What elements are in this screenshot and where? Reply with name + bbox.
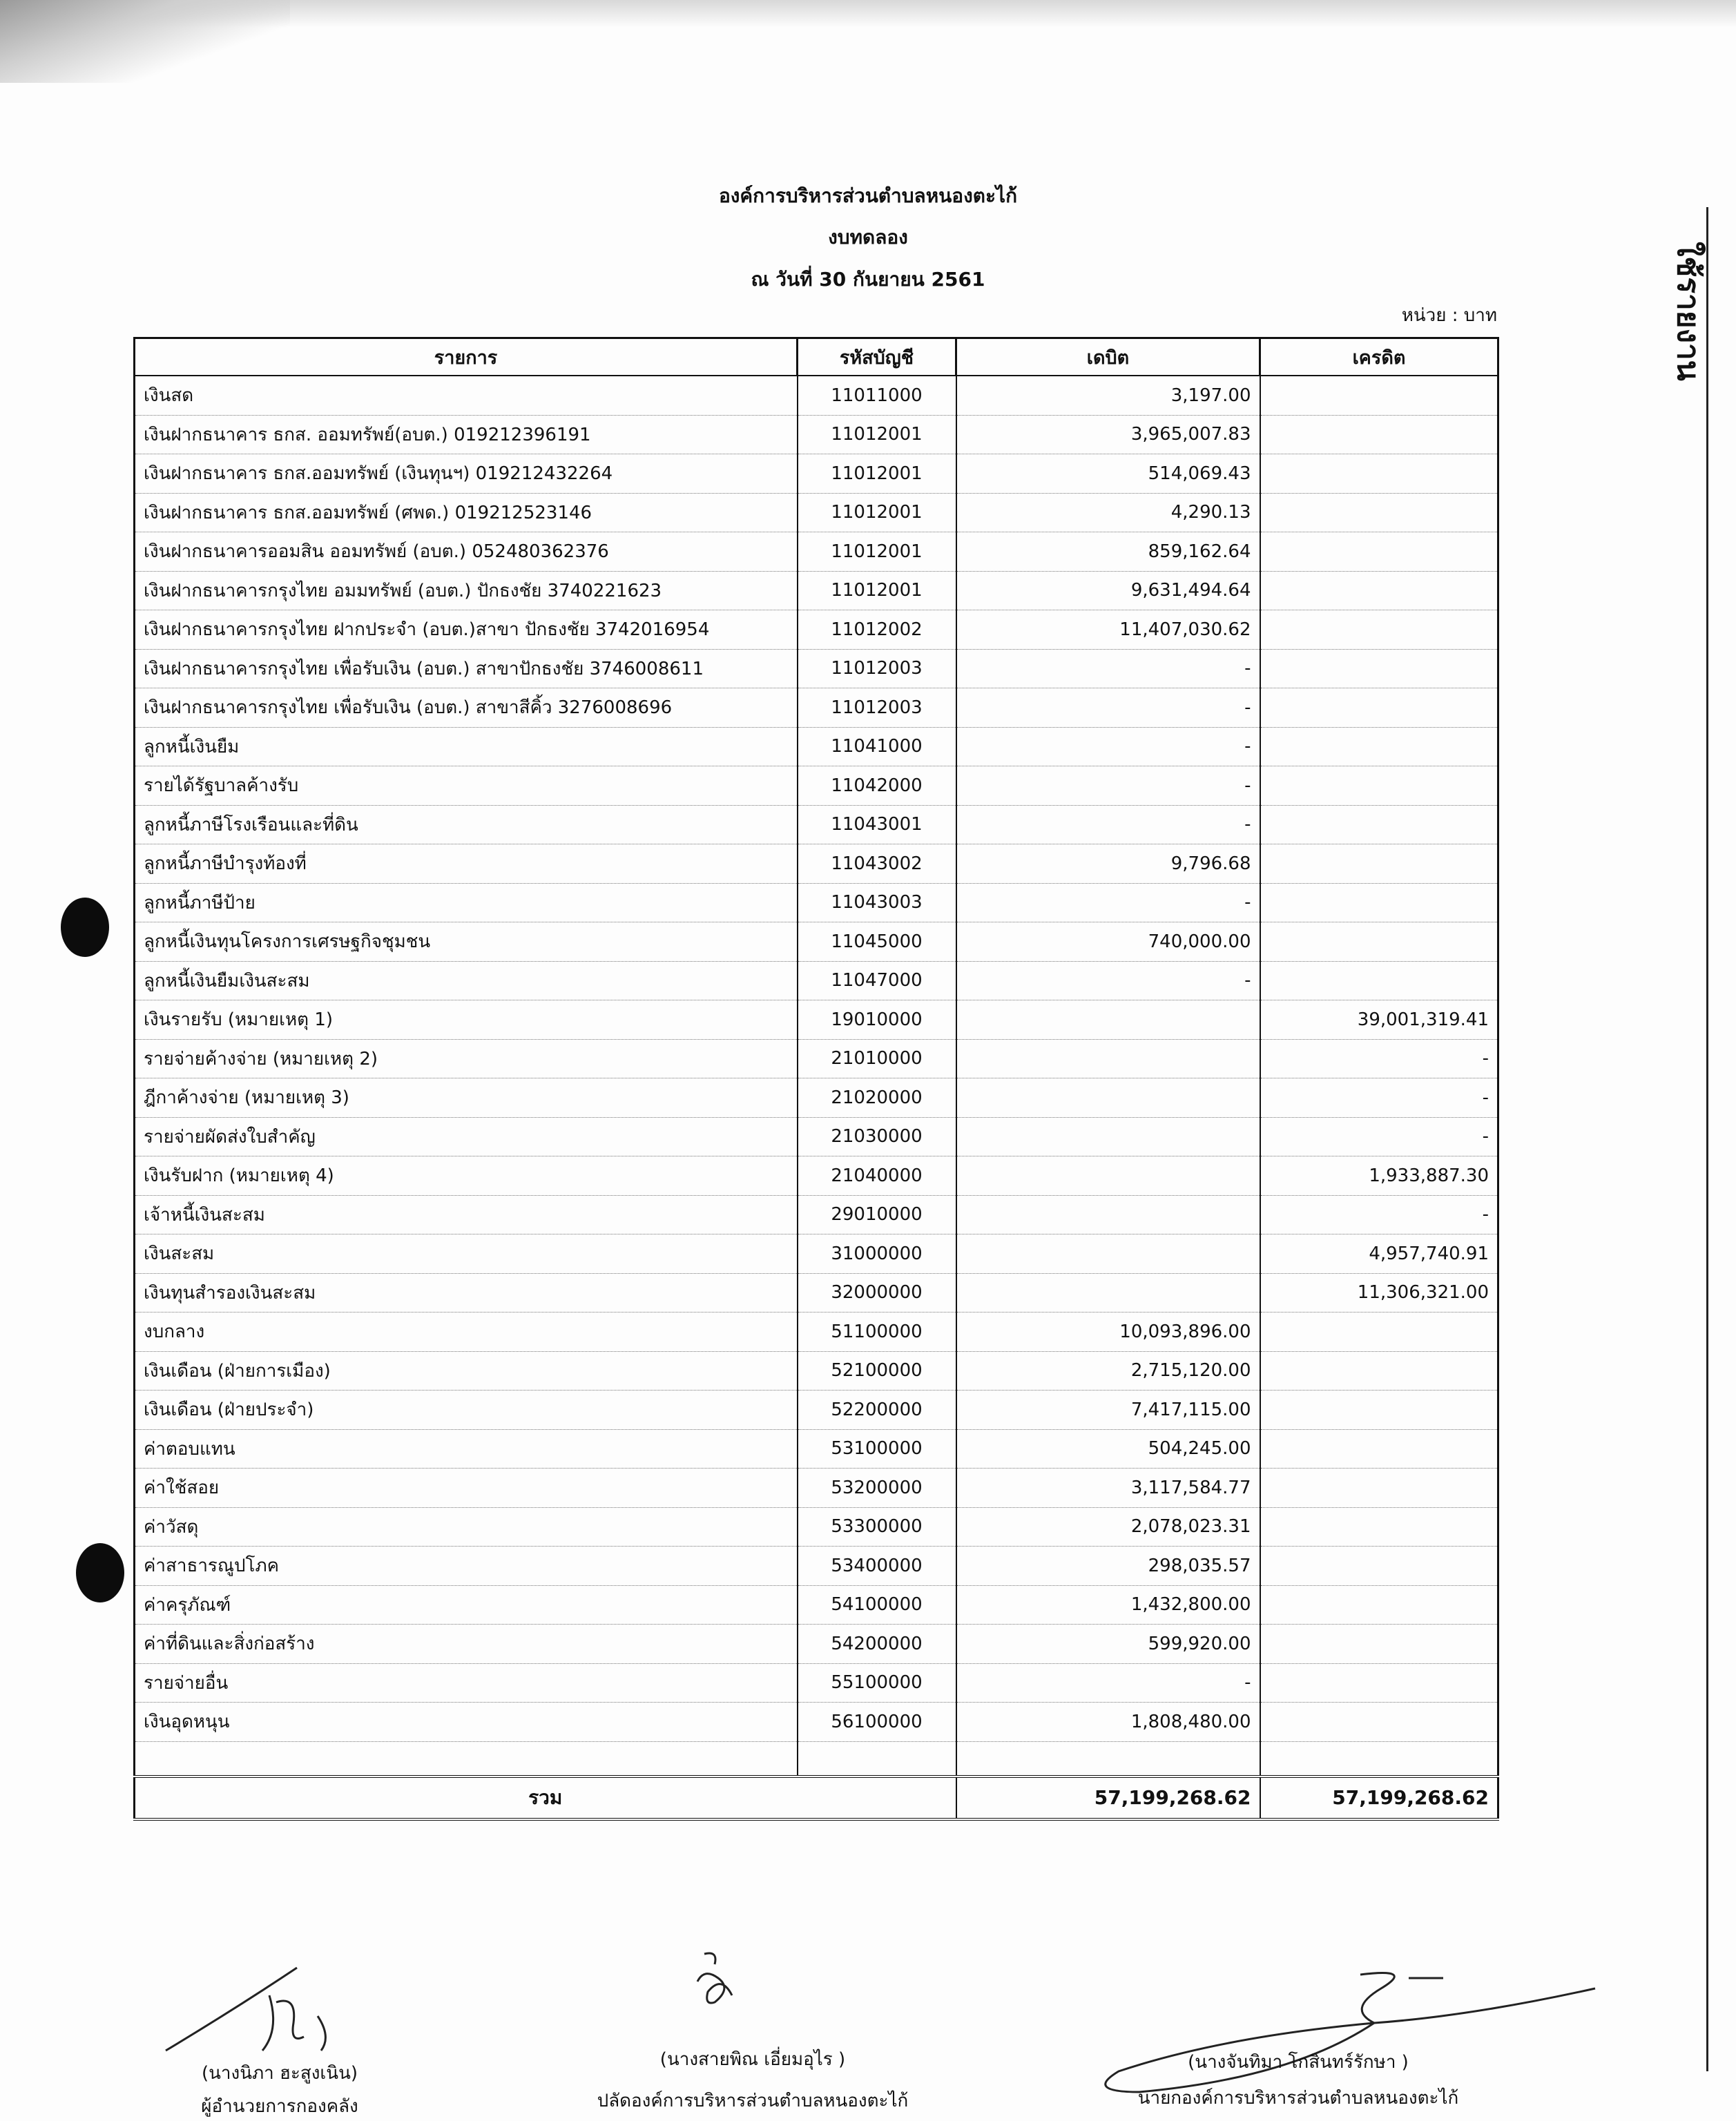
row-credit: [1260, 961, 1498, 1000]
row-debit: 11,407,030.62: [956, 610, 1260, 650]
row-credit: 1,933,887.30: [1260, 1156, 1498, 1196]
row-item: เงินรับฝาก (หมายเหตุ 4): [135, 1156, 798, 1196]
row-item: รายจ่ายค้างจ่าย (หมายเหตุ 2): [135, 1039, 798, 1078]
row-account-code: 19010000: [798, 1000, 956, 1040]
table-row: [135, 688, 1498, 728]
row-account-code: 11043003: [798, 883, 956, 922]
row-item: เงินฝากธนาคาร ธกส.ออมทรัพย์ (ศพด.) 019212523146: [135, 493, 798, 532]
table-row: [135, 1273, 1498, 1313]
row-account-code: 11047000: [798, 961, 956, 1000]
row-account-code: 29010000: [798, 1195, 956, 1234]
row-debit: 10,093,896.00: [956, 1313, 1260, 1352]
row-account-code: 21040000: [798, 1156, 956, 1196]
table-row: [135, 1547, 1498, 1586]
row-credit: [1260, 688, 1498, 728]
row-credit: 39,001,319.41: [1260, 1000, 1498, 1040]
row-credit: [1260, 922, 1498, 962]
table-row: [135, 1313, 1498, 1352]
row-account-code: 11043002: [798, 844, 956, 884]
punch-hole-upper: [61, 898, 109, 957]
row-account-code: 54100000: [798, 1585, 956, 1625]
row-debit: 2,078,023.31: [956, 1507, 1260, 1547]
row-credit: -: [1260, 1078, 1498, 1118]
row-item: เงินอุดหนุน: [135, 1703, 798, 1742]
row-account-code: 11012003: [798, 649, 956, 688]
row-debit: [956, 1117, 1260, 1156]
row-item: ลูกหนี้เงินยืม: [135, 727, 798, 766]
row-debit: 1,808,480.00: [956, 1703, 1260, 1742]
row-account-code: 53400000: [798, 1547, 956, 1586]
table-row: [135, 1703, 1498, 1742]
row-account-code: 21030000: [798, 1117, 956, 1156]
row-account-code: 11012001: [798, 532, 956, 572]
row-item: รายจ่ายผัดส่งใบสำคัญ: [135, 1117, 798, 1156]
signature-mark-2: [684, 1947, 753, 2016]
table-row: [135, 1000, 1498, 1040]
row-account-code: 11011000: [798, 376, 956, 415]
row-item: เงินฝากธนาคารกรุงไทย ฝากประจำ (อบต.)สาขา ปักธงชัย 3742016954: [135, 610, 798, 650]
row-credit: [1260, 1663, 1498, 1703]
row-item: เงินฝากธนาคารกรุงไทย อมมทรัพย์ (อบต.) ปักธงชัย 3740221623: [135, 571, 798, 610]
table-row: [135, 922, 1498, 962]
row-debit: 298,035.57: [956, 1547, 1260, 1586]
total-credit: 57,199,268.62: [1260, 1776, 1498, 1819]
row-debit: -: [956, 883, 1260, 922]
row-debit: [956, 1195, 1260, 1234]
table-row: [135, 961, 1498, 1000]
table-row: [135, 1625, 1498, 1664]
row-debit: -: [956, 961, 1260, 1000]
row-credit: [1260, 1429, 1498, 1469]
row-debit: 859,162.64: [956, 532, 1260, 572]
row-debit: [956, 1234, 1260, 1274]
table-row: [135, 454, 1498, 494]
row-item: เงินฝากธนาคาร ธกส. ออมทรัพย์(อบต.) 019212396191: [135, 415, 798, 454]
row-debit: [956, 1078, 1260, 1118]
row-credit: [1260, 649, 1498, 688]
row-credit: [1260, 1625, 1498, 1664]
row-debit: [956, 1039, 1260, 1078]
row-credit: [1260, 1547, 1498, 1586]
blank-cell: [135, 1741, 798, 1776]
table-row: [135, 844, 1498, 884]
punch-hole-lower: [76, 1543, 124, 1602]
row-item: ลูกหนี้ภาษีโรงเรือนและที่ดิน: [135, 805, 798, 844]
signer-3-name: (นางจันทิมา โกสินทร์รักษา ): [1188, 2052, 1409, 2073]
signer-2-position: ปลัดองค์การบริหารส่วนตำบลหนองตะไก้: [597, 2091, 909, 2111]
row-account-code: 11043001: [798, 805, 956, 844]
row-debit: -: [956, 805, 1260, 844]
row-account-code: 11012002: [798, 610, 956, 650]
blank-cell: [798, 1741, 956, 1776]
table-row: [135, 1507, 1498, 1547]
row-item: ลูกหนี้เงินทุนโครงการเศรษฐกิจชุมชน: [135, 922, 798, 962]
row-item: รายได้รัฐบาลค้างรับ: [135, 766, 798, 806]
row-item: เงินรายรับ (หมายเหตุ 1): [135, 1000, 798, 1040]
total-label: รวม: [135, 1776, 956, 1819]
row-account-code: 54200000: [798, 1625, 956, 1664]
row-account-code: 53200000: [798, 1469, 956, 1508]
row-debit: -: [956, 1663, 1260, 1703]
row-account-code: 52100000: [798, 1351, 956, 1391]
row-debit: -: [956, 766, 1260, 806]
row-credit: [1260, 844, 1498, 884]
row-credit: [1260, 1351, 1498, 1391]
row-credit: [1260, 766, 1498, 806]
row-credit: [1260, 805, 1498, 844]
row-debit: 504,245.00: [956, 1429, 1260, 1469]
row-credit: [1260, 610, 1498, 650]
row-credit: [1260, 415, 1498, 454]
row-debit: 599,920.00: [956, 1625, 1260, 1664]
table-row: [135, 571, 1498, 610]
row-debit: [956, 1000, 1260, 1040]
row-credit: -: [1260, 1039, 1498, 1078]
table-row: [135, 1663, 1498, 1703]
signer-2-name: (นางสายพิณ เอี่ยมอุไร ): [659, 2049, 846, 2070]
total-debit: 57,199,268.62: [956, 1776, 1260, 1819]
row-item: เงินฝากธนาคาร ธกส.ออมทรัพย์ (เงินทุนฯ) 019212432264: [135, 454, 798, 494]
signer-1-position: ผู้อำนวยการกองคลัง: [201, 2096, 358, 2117]
row-credit: [1260, 1391, 1498, 1430]
row-item: ค่าตอบแทน: [135, 1429, 798, 1469]
row-item: เงินเดือน (ฝ่ายการเมือง): [135, 1351, 798, 1391]
table-row: [135, 1391, 1498, 1430]
total-row: [135, 1776, 1498, 1819]
row-credit: -: [1260, 1195, 1498, 1234]
row-credit: [1260, 883, 1498, 922]
row-credit: [1260, 376, 1498, 415]
row-credit: [1260, 1469, 1498, 1508]
table-row: [135, 376, 1498, 415]
row-debit: -: [956, 649, 1260, 688]
table-row: [135, 1469, 1498, 1508]
margin-handwriting: ใช้รายงาน: [1670, 242, 1706, 381]
row-item: ลูกหนี้ภาษีป้าย: [135, 883, 798, 922]
row-debit: 1,432,800.00: [956, 1585, 1260, 1625]
row-debit: [956, 1156, 1260, 1196]
row-item: เงินฝากธนาคารกรุงไทย เพื่อรับเงิน (อบต.) สาขาปักธงชัย 3746008611: [135, 649, 798, 688]
row-debit: 9,631,494.64: [956, 571, 1260, 610]
row-account-code: 11012003: [798, 688, 956, 728]
signer-3-position: นายกองค์การบริหารส่วนตำบลหนองตะไก้: [1137, 2088, 1459, 2109]
row-debit: 3,117,584.77: [956, 1469, 1260, 1508]
row-account-code: 11012001: [798, 415, 956, 454]
row-credit: [1260, 1313, 1498, 1352]
row-item: เจ้าหนี้เงินสะสม: [135, 1195, 798, 1234]
table-row: [135, 1117, 1498, 1156]
signer-1-name: (นางนิภา ฮะสูงเนิน): [202, 2063, 358, 2084]
row-item: งบกลาง: [135, 1313, 798, 1352]
table-row: [135, 1234, 1498, 1274]
signature-block-3: [1126, 2052, 1471, 2112]
table-row: [135, 610, 1498, 650]
table-row: [135, 532, 1498, 572]
row-item: ลูกหนี้เงินยืมเงินสะสม: [135, 961, 798, 1000]
table-row: [135, 1078, 1498, 1118]
scan-shadow-corner: [0, 0, 290, 83]
signature-mark-1: [159, 1954, 366, 2057]
row-credit: [1260, 493, 1498, 532]
row-item: ค่าครุภัณฑ์: [135, 1585, 798, 1625]
row-debit: 7,417,115.00: [956, 1391, 1260, 1430]
row-credit: [1260, 727, 1498, 766]
row-account-code: 11012001: [798, 493, 956, 532]
column-header-debit: เดบิต: [956, 338, 1260, 376]
row-credit: [1260, 454, 1498, 494]
row-account-code: 51100000: [798, 1313, 956, 1352]
column-header-code: รหัสบัญชี: [798, 338, 956, 376]
row-item: เงินฝากธนาคารออมสิน ออมทรัพย์ (อบต.) 052480362376: [135, 532, 798, 572]
row-account-code: 56100000: [798, 1703, 956, 1742]
row-debit: 3,197.00: [956, 376, 1260, 415]
row-item: ลูกหนี้ภาษีบำรุงท้องที่: [135, 844, 798, 884]
table-row: [135, 1351, 1498, 1391]
blank-cell: [1260, 1741, 1498, 1776]
row-account-code: 11012001: [798, 454, 956, 494]
row-account-code: 11045000: [798, 922, 956, 962]
row-debit: 740,000.00: [956, 922, 1260, 962]
table-row: [135, 1585, 1498, 1625]
table-row: [135, 766, 1498, 806]
column-header-item: รายการ: [135, 338, 798, 376]
row-debit: 3,965,007.83: [956, 415, 1260, 454]
row-account-code: 32000000: [798, 1273, 956, 1313]
row-item: เงินสะสม: [135, 1234, 798, 1274]
row-account-code: 21010000: [798, 1039, 956, 1078]
row-credit: [1260, 1585, 1498, 1625]
unit-label: หน่วย : บาท: [1401, 305, 1497, 326]
row-debit: [956, 1273, 1260, 1313]
row-account-code: 31000000: [798, 1234, 956, 1274]
blank-cell: [956, 1741, 1260, 1776]
row-item: เงินเดือน (ฝ่ายประจำ): [135, 1391, 798, 1430]
row-account-code: 11042000: [798, 766, 956, 806]
row-item: รายจ่ายอื่น: [135, 1663, 798, 1703]
row-credit: [1260, 1507, 1498, 1547]
row-item: ค่าที่ดินและสิ่งก่อสร้าง: [135, 1625, 798, 1664]
table-row: [135, 727, 1498, 766]
row-debit: 4,290.13: [956, 493, 1260, 532]
blank-row: [135, 1741, 1498, 1776]
row-credit: [1260, 571, 1498, 610]
row-item: ค่าใช้สอย: [135, 1469, 798, 1508]
row-item: ค่าวัสดุ: [135, 1507, 798, 1547]
row-item: ฎีกาค้างจ่าย (หมายเหตุ 3): [135, 1078, 798, 1118]
organization-name: องค์การบริหารส่วนตำบลหนองตะไก้: [718, 184, 1018, 207]
row-credit: [1260, 532, 1498, 572]
row-account-code: 55100000: [798, 1663, 956, 1703]
row-debit: 2,715,120.00: [956, 1351, 1260, 1391]
table-row: [135, 883, 1498, 922]
row-account-code: 52200000: [798, 1391, 956, 1430]
table-row: [135, 493, 1498, 532]
row-credit: 11,306,321.00: [1260, 1273, 1498, 1313]
signature-block-1: [166, 2063, 394, 2120]
signature-mark-3: [1084, 1961, 1609, 2099]
table-row: [135, 805, 1498, 844]
table-body: [135, 376, 1498, 1819]
row-debit: 514,069.43: [956, 454, 1260, 494]
table-row: [135, 415, 1498, 454]
row-account-code: 21020000: [798, 1078, 956, 1118]
table-row: [135, 1039, 1498, 1078]
report-title: งบทดลอง: [828, 226, 908, 249]
table-row: [135, 1156, 1498, 1196]
row-item: เงินสด: [135, 376, 798, 415]
row-account-code: 11012001: [798, 571, 956, 610]
row-debit: -: [956, 727, 1260, 766]
table-row: [135, 1429, 1498, 1469]
row-account-code: 11041000: [798, 727, 956, 766]
table-header-row: [135, 338, 1498, 376]
row-credit: -: [1260, 1117, 1498, 1156]
trial-balance-table: [133, 337, 1499, 1821]
signature-block-2: [559, 2049, 946, 2115]
row-account-code: 53100000: [798, 1429, 956, 1469]
row-credit: [1260, 1703, 1498, 1742]
column-header-credit: เครดิต: [1260, 338, 1498, 376]
row-debit: -: [956, 688, 1260, 728]
report-date: ณ วันที่ 30 กันยายน 2561: [751, 268, 985, 291]
row-item: ค่าสาธารณูปโภค: [135, 1547, 798, 1586]
row-account-code: 53300000: [798, 1507, 956, 1547]
table-row: [135, 1195, 1498, 1234]
table-row: [135, 649, 1498, 688]
row-credit: 4,957,740.91: [1260, 1234, 1498, 1274]
row-debit: 9,796.68: [956, 844, 1260, 884]
page-edge-right: [1706, 207, 1736, 2071]
row-item: เงินทุนสำรองเงินสะสม: [135, 1273, 798, 1313]
row-item: เงินฝากธนาคารกรุงไทย เพื่อรับเงิน (อบต.) สาขาสีคิ้ว 3276008696: [135, 688, 798, 728]
